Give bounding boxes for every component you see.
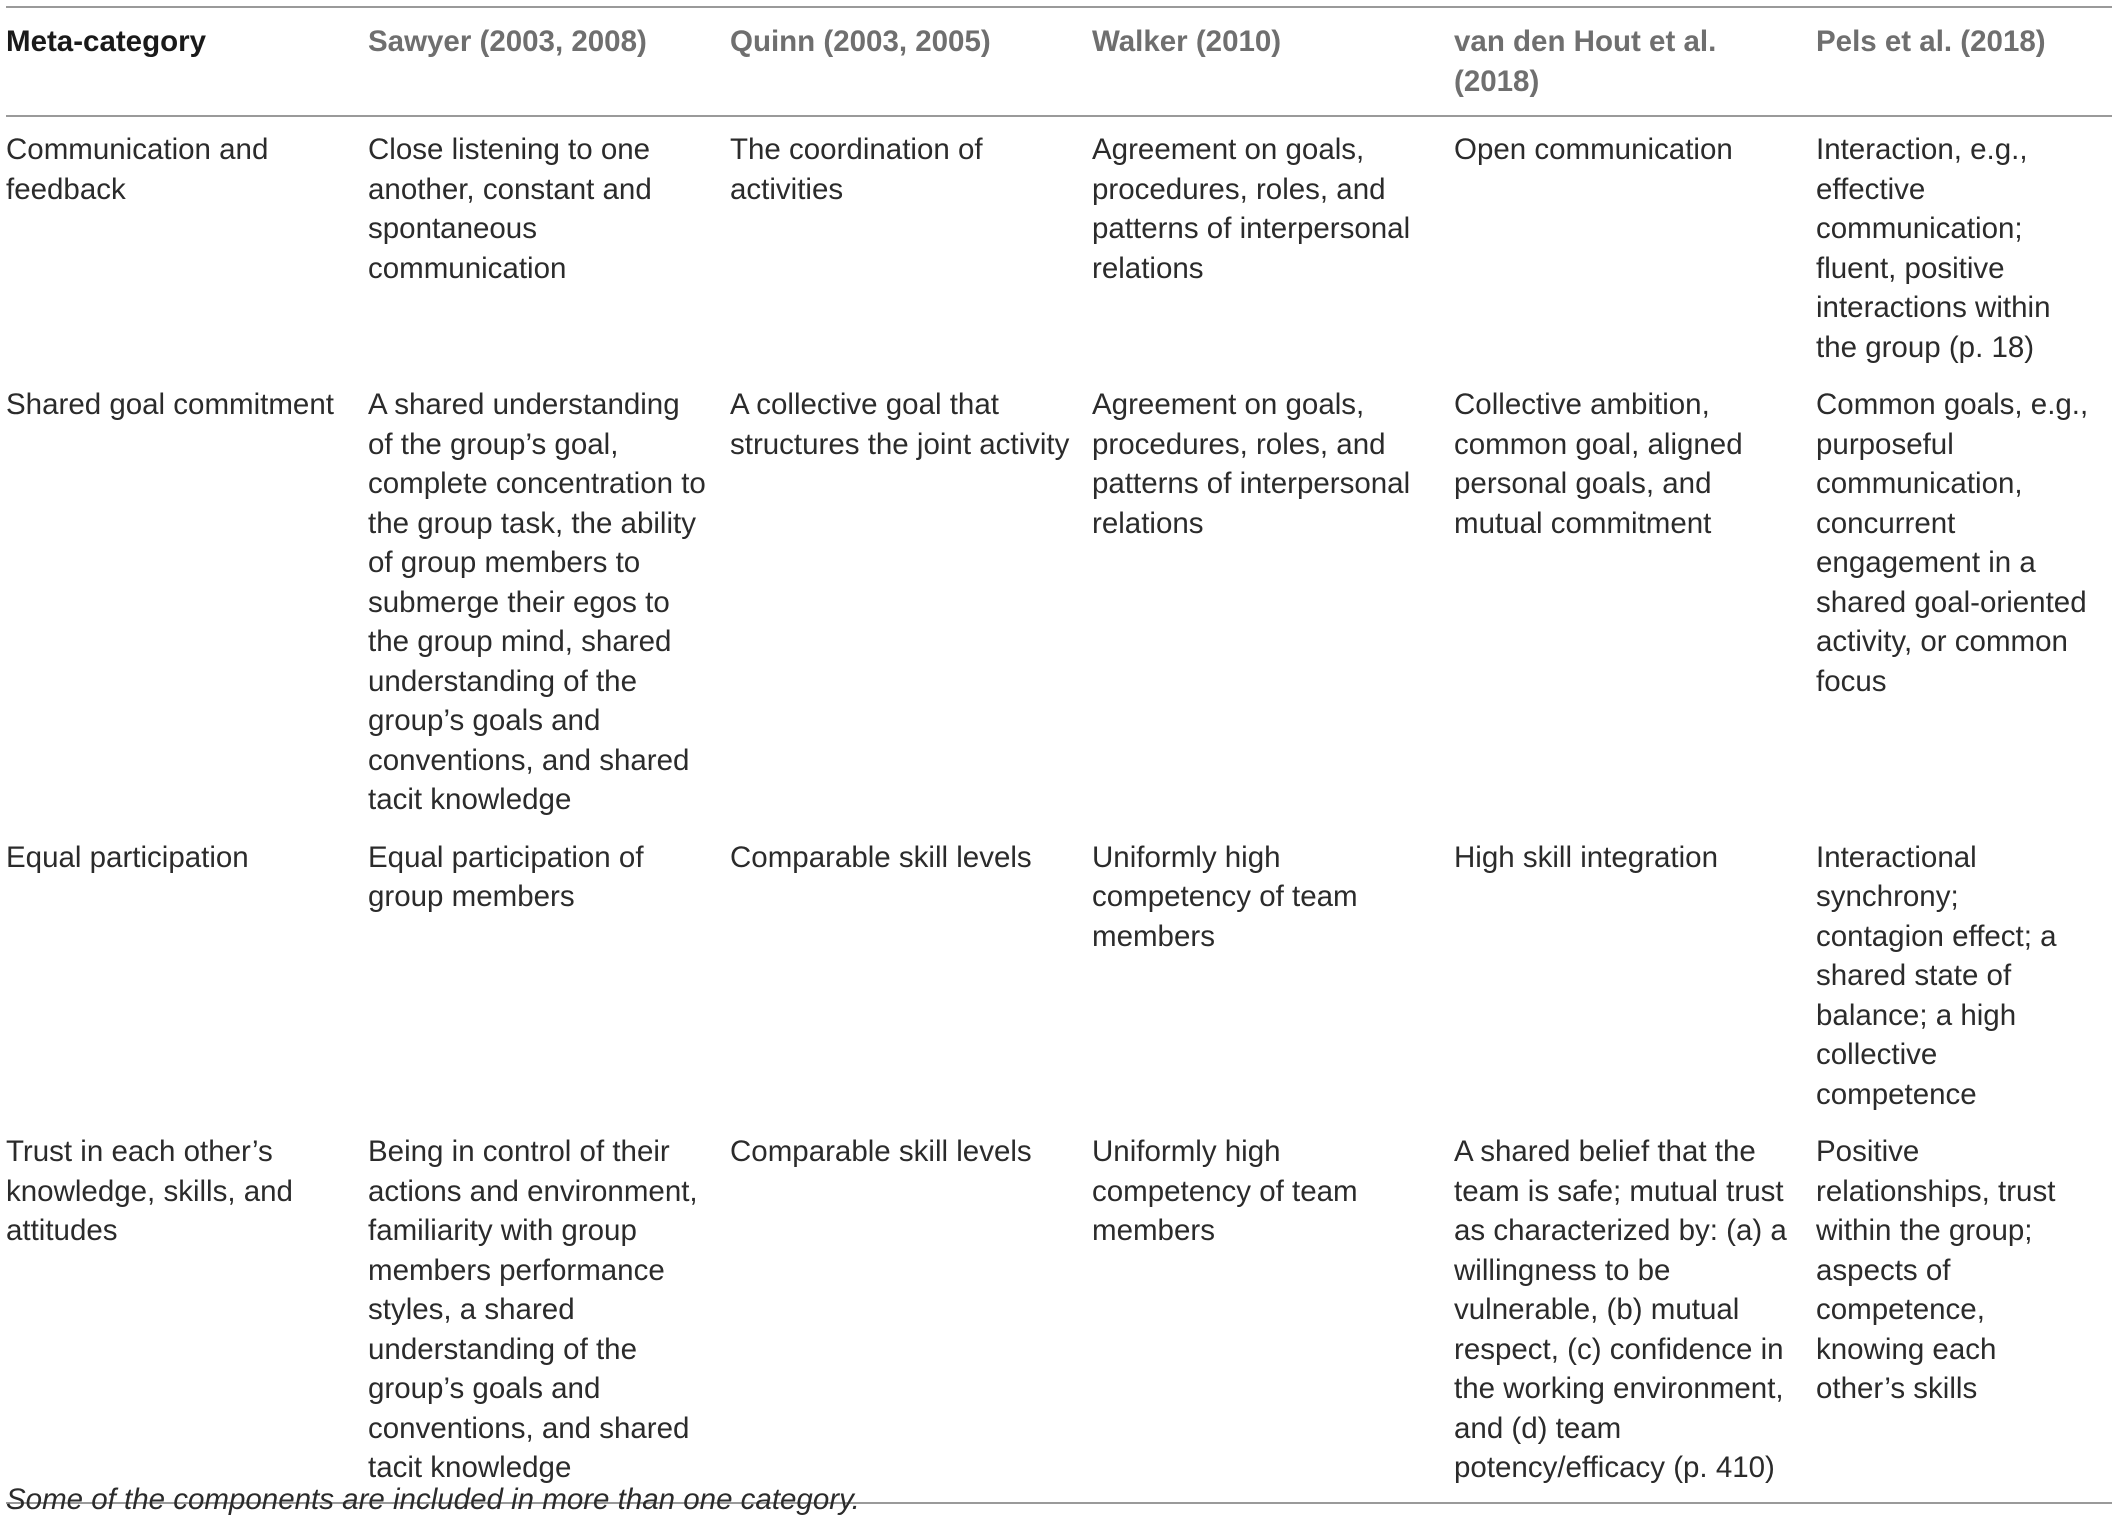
cell-pels: Interaction, e.g., effective communication; fluent, positive interactions within the group (p. 18) <box>1816 133 2051 364</box>
cell-walker: Agreement on goals, procedures, roles, and patterns of interpersonal relations <box>1092 388 1411 540</box>
cell-sawyer: Being in control of their actions and environment, familiarity with group members performance styles, a shared understanding of the group’s goals and conventions, and shared tacit knowledge <box>368 1135 698 1484</box>
cell-pels: Common goals, e.g., purposeful communication, concurrent engagement in a shared goal-oriented activity, or common focus <box>1816 388 2089 698</box>
cell-meta-category: Shared goal commitment <box>6 388 334 421</box>
cell-walker: Uniformly high competency of team members <box>1092 840 1358 953</box>
cell-quinn: Comparable skill levels <box>730 840 1032 874</box>
cell-sawyer: Close listening to one another, constant and spontaneous communication <box>368 133 652 285</box>
cell-pels: Interactional synchrony; contagion effect; a shared state of balance; a high collective competence <box>1816 840 2057 1111</box>
comparison-table <box>6 6 2112 1504</box>
table-row <box>6 829 2112 1124</box>
cell-quinn: The coordination of activities <box>730 133 983 206</box>
header-walker: Walker (2010) <box>1092 25 1282 58</box>
table-row <box>6 1123 2112 1503</box>
table-row <box>6 116 2112 376</box>
cell-van-den-hout: Open communication <box>1454 133 1733 166</box>
header-sawyer: Sawyer (2003, 2008) <box>368 25 647 58</box>
cell-quinn: Comparable skill levels <box>730 1135 1032 1168</box>
cell-meta-category: Trust in each other’s knowledge, skills, and attitudes <box>6 1135 293 1247</box>
header-van-den-hout: van den Hout et al. (2018) <box>1454 25 1717 98</box>
table-row <box>6 376 2112 829</box>
cell-van-den-hout: A shared belief that the team is safe; mutual trust as characterized by: (a) a willingness to be vulnerable, (b) mutual respect, (c) confidence in the working environment, and (d) team potency/efficacy (p. 410) <box>1454 1135 1787 1484</box>
cell-quinn: A collective goal that structures the joint activity <box>730 388 1070 461</box>
cell-walker: Agreement on goals, procedures, roles, and patterns of interpersonal relations <box>1092 133 1411 285</box>
cell-sawyer: A shared understanding of the group’s goal, complete concentration to the group task, the ability of group members to submerge their egos to the group mind, shared understanding of the group’s goals and conventions, and shared tacit knowledge <box>368 388 706 816</box>
table-footnote: Some of the components are included in more than one category. <box>6 1483 860 1516</box>
cell-van-den-hout: High skill integration <box>1454 840 1718 874</box>
cell-pels: Positive relationships, trust within the group; aspects of competence, knowing each other’s skills <box>1816 1135 2056 1405</box>
cell-van-den-hout: Collective ambition, common goal, aligned personal goals, and mutual commitment <box>1454 388 1743 540</box>
header-pels: Pels et al. (2018) <box>1816 25 2046 58</box>
table-header <box>6 7 2112 116</box>
cell-sawyer: Equal participation of group members <box>368 840 644 913</box>
header-meta-category: Meta-category <box>6 25 207 58</box>
header-row <box>6 7 2112 116</box>
header-quinn: Quinn (2003, 2005) <box>730 25 991 58</box>
cell-meta-category: Communication and feedback <box>6 133 269 206</box>
cell-meta-category: Equal participation <box>6 840 249 874</box>
cell-walker: Uniformly high competency of team members <box>1092 1135 1358 1247</box>
table-body <box>6 116 2112 1503</box>
